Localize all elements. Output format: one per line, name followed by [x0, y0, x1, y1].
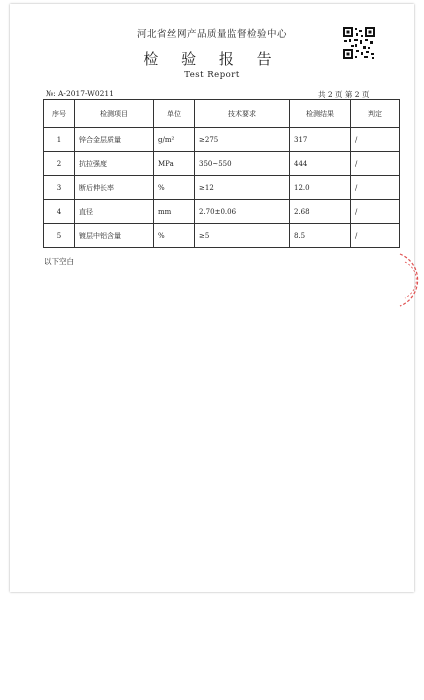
- requirement: ≥275: [195, 128, 290, 152]
- row-number: 3: [44, 176, 75, 200]
- requirement: ≥12: [195, 176, 290, 200]
- page-info: 共 2 页 第 2 页: [318, 90, 370, 99]
- row-number: 5: [44, 224, 75, 248]
- test-item: 断后伸长率: [75, 176, 154, 200]
- row-number: 1: [44, 128, 75, 152]
- table-row: [44, 152, 400, 176]
- organization-name: 河北省丝网产品质量监督检验中心: [136, 29, 287, 40]
- requirement: 350~550: [195, 152, 290, 176]
- requirement: 2.70±0.06: [195, 200, 290, 224]
- requirement: ≥5: [195, 224, 290, 248]
- test-item: 直径: [75, 200, 154, 224]
- test-result: 317: [290, 128, 351, 152]
- verdict: /: [351, 176, 400, 200]
- report-title: 检 验 报 告: [143, 50, 281, 68]
- verdict: /: [351, 200, 400, 224]
- table-row: [44, 200, 400, 224]
- unit: g/m²: [154, 128, 195, 152]
- row-number: 2: [44, 152, 75, 176]
- unit: MPa: [154, 152, 195, 176]
- unit: %: [154, 176, 195, 200]
- test-result: 444: [290, 152, 351, 176]
- table-row: [44, 128, 400, 152]
- unit: mm: [154, 200, 195, 224]
- column-header: 判定: [351, 100, 400, 128]
- verdict: /: [351, 224, 400, 248]
- test-result: 8.5: [290, 224, 351, 248]
- column-header: 检测项目: [75, 100, 154, 128]
- blank-below-note: 以下空白: [44, 257, 74, 266]
- verdict: /: [351, 128, 400, 152]
- row-number: 4: [44, 200, 75, 224]
- test-result: 12.0: [290, 176, 351, 200]
- table-row: [44, 176, 400, 200]
- column-header: 序号: [44, 100, 75, 128]
- test-item: 镀层中铝含量: [75, 224, 154, 248]
- table-header-row: [44, 100, 400, 128]
- qr-code-icon: [342, 26, 376, 60]
- unit: %: [154, 224, 195, 248]
- report-subtitle: Test Report: [184, 70, 240, 80]
- seal-stamp-icon: [396, 250, 424, 310]
- report-number: №: A-2017-W0211: [46, 89, 114, 98]
- verdict: /: [351, 152, 400, 176]
- test-item: 抗拉强度: [75, 152, 154, 176]
- column-header: 技术要求: [195, 100, 290, 128]
- test-item: 锌合金层质量: [75, 128, 154, 152]
- table-row: [44, 224, 400, 248]
- test-results-table: [43, 99, 400, 248]
- test-result: 2.68: [290, 200, 351, 224]
- report-page: [10, 4, 414, 592]
- column-header: 检测结果: [290, 100, 351, 128]
- column-header: 单位: [154, 100, 195, 128]
